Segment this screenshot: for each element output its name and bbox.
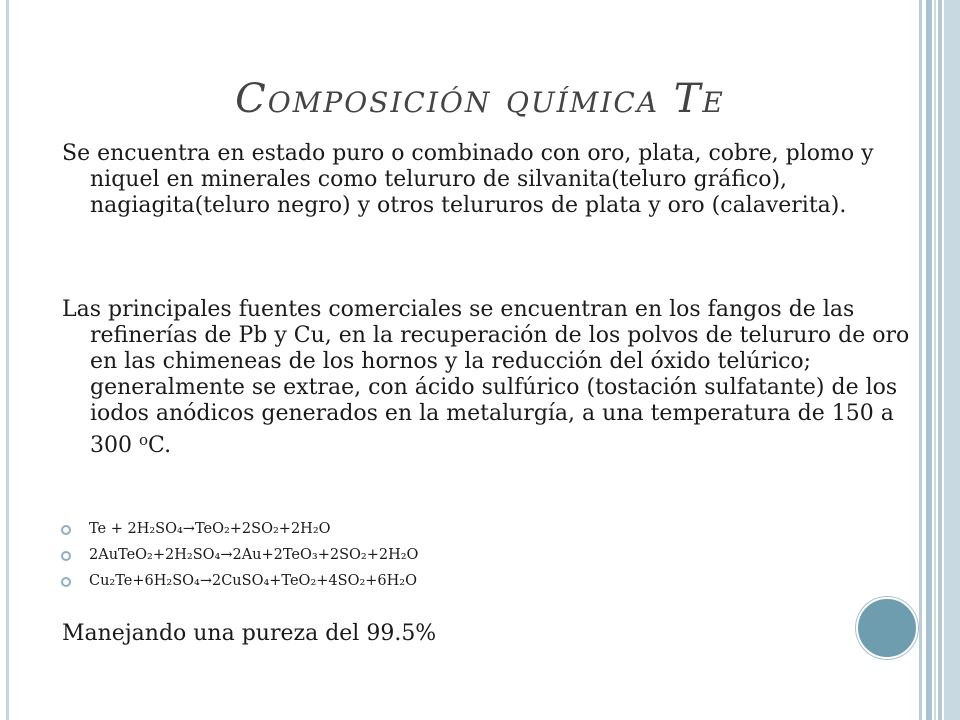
paragraph-commercial-sources xyxy=(62,297,930,459)
slide-title: Composición química Te xyxy=(235,76,725,122)
paragraph-sources-minerals: Se encuentra en estado puro o combinado con oro, plata, cobre, plomo y niquel en minerales como telururo de silvanita(teluro gráfico), nagiagita(teluro negro) y otros telururos de plata y oro (calaverita). xyxy=(62,141,874,218)
decor-circle xyxy=(856,597,918,659)
equation-3: Cu₂Te+6H₂SO₄→2CuSO₄+TeO₂+4SO₂+6H₂O xyxy=(89,573,417,589)
bullet-icon xyxy=(61,577,71,587)
equation-1: Te + 2H₂SO₄→TeO₂+2SO₂+2H₂O xyxy=(89,521,331,537)
bullet-icon xyxy=(61,525,71,535)
closing-statement: Manejando una pureza del 99.5% xyxy=(62,621,437,646)
paragraph-text-end: C. xyxy=(148,433,172,458)
equation-2: 2AuTeO₂+2H₂SO₄→2Au+2TeO₃+2SO₂+2H₂O xyxy=(89,547,419,563)
bullet-icon xyxy=(61,551,71,561)
paragraph-text: Las principales fuentes comerciales se encuentran en los fangos de las refinerías de Pb y Cu, en la recuperación de los polvos de telururo de oro en las chimeneas de los hornos y la reducción del óxido telúrico; generalmente se extrae, con ácido sulfúrico (tostación sulfatante) de los iodos anódicos generados en la metalurgía, a una temperatura de 150 a 300 xyxy=(62,297,910,458)
degree-superscript: o xyxy=(138,431,149,449)
